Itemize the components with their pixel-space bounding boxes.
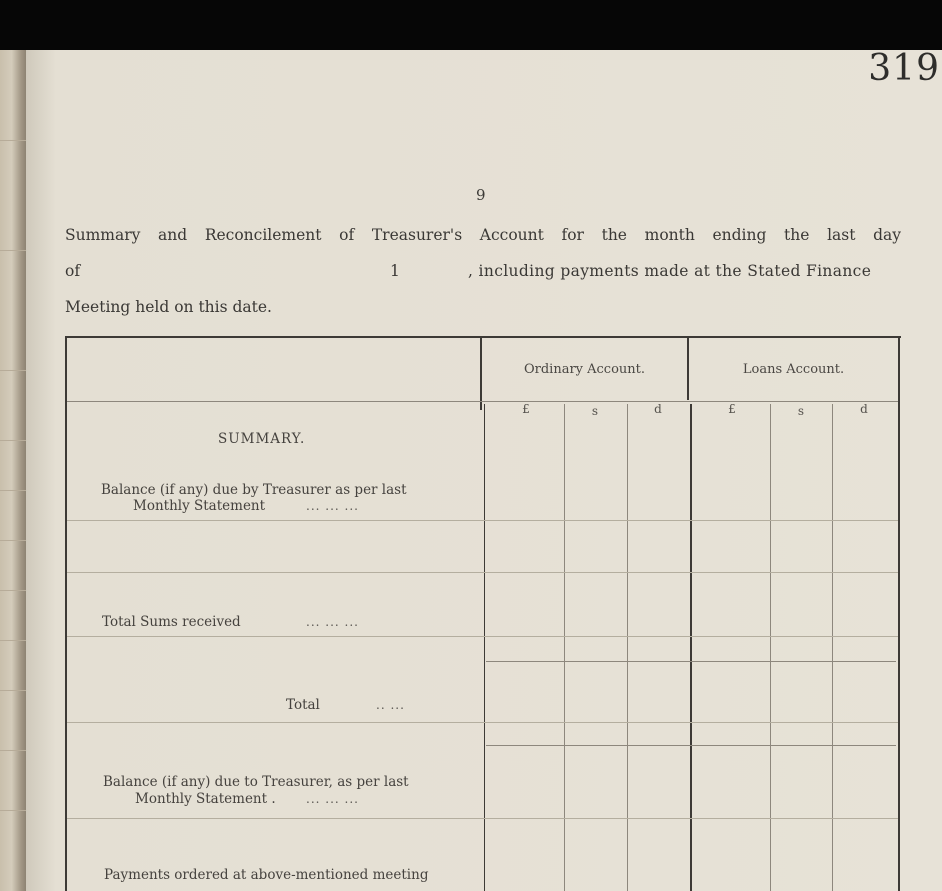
top-black-band (0, 0, 942, 50)
unit-pence-loans: d (860, 402, 868, 416)
unit-pounds-loans: £ (728, 402, 736, 416)
intro-line-2-rest: , including payments made at the Stated Finance (468, 262, 872, 280)
ordinary-account-header: Ordinary Account. (523, 362, 646, 377)
unit-shillings-ordinary: s (591, 404, 599, 418)
total-sums-received: Total Sums received (102, 614, 241, 630)
payments-ordered: Payments ordered at above-mentioned meeting (104, 867, 429, 883)
summary-heading: SUMMARY. (218, 431, 306, 447)
balance-due-by-treasurer-line-1: Balance (if any) due by Treasurer as per last (101, 482, 407, 498)
total-sums-dots: ... ... ... (306, 615, 359, 629)
intro-year-digit: 1 (390, 262, 400, 280)
intro-line-1: Summary and Reconcilement of Treasurer's Account for the month ending the last day (65, 226, 901, 244)
unit-shillings-loans: s (797, 404, 805, 418)
balance-due-by-treasurer-line-2: Monthly Statement (133, 498, 266, 514)
ledger-binding-edge (0, 50, 26, 891)
total-label: Total (286, 697, 320, 713)
balance-due-to-treasurer-dots: ... ... ... (306, 792, 359, 806)
intro-line-3: Meeting held on this date. (65, 298, 272, 316)
form-number: 9 (476, 186, 486, 204)
page-number: 319 (868, 48, 940, 89)
balance-due-to-treasurer-line-2: Monthly Statement . (135, 791, 276, 807)
balance-due-to-treasurer-line-1: Balance (if any) due to Treasurer, as per last (103, 774, 409, 790)
balance-due-by-treasurer-dots: ... ... ... (306, 499, 359, 513)
unit-pence-ordinary: d (654, 402, 662, 416)
total-dots: .. ... (376, 698, 405, 712)
intro-of: of (65, 262, 81, 280)
loans-account-header: Loans Account. (742, 362, 845, 377)
unit-pounds-ordinary: £ (522, 402, 530, 416)
